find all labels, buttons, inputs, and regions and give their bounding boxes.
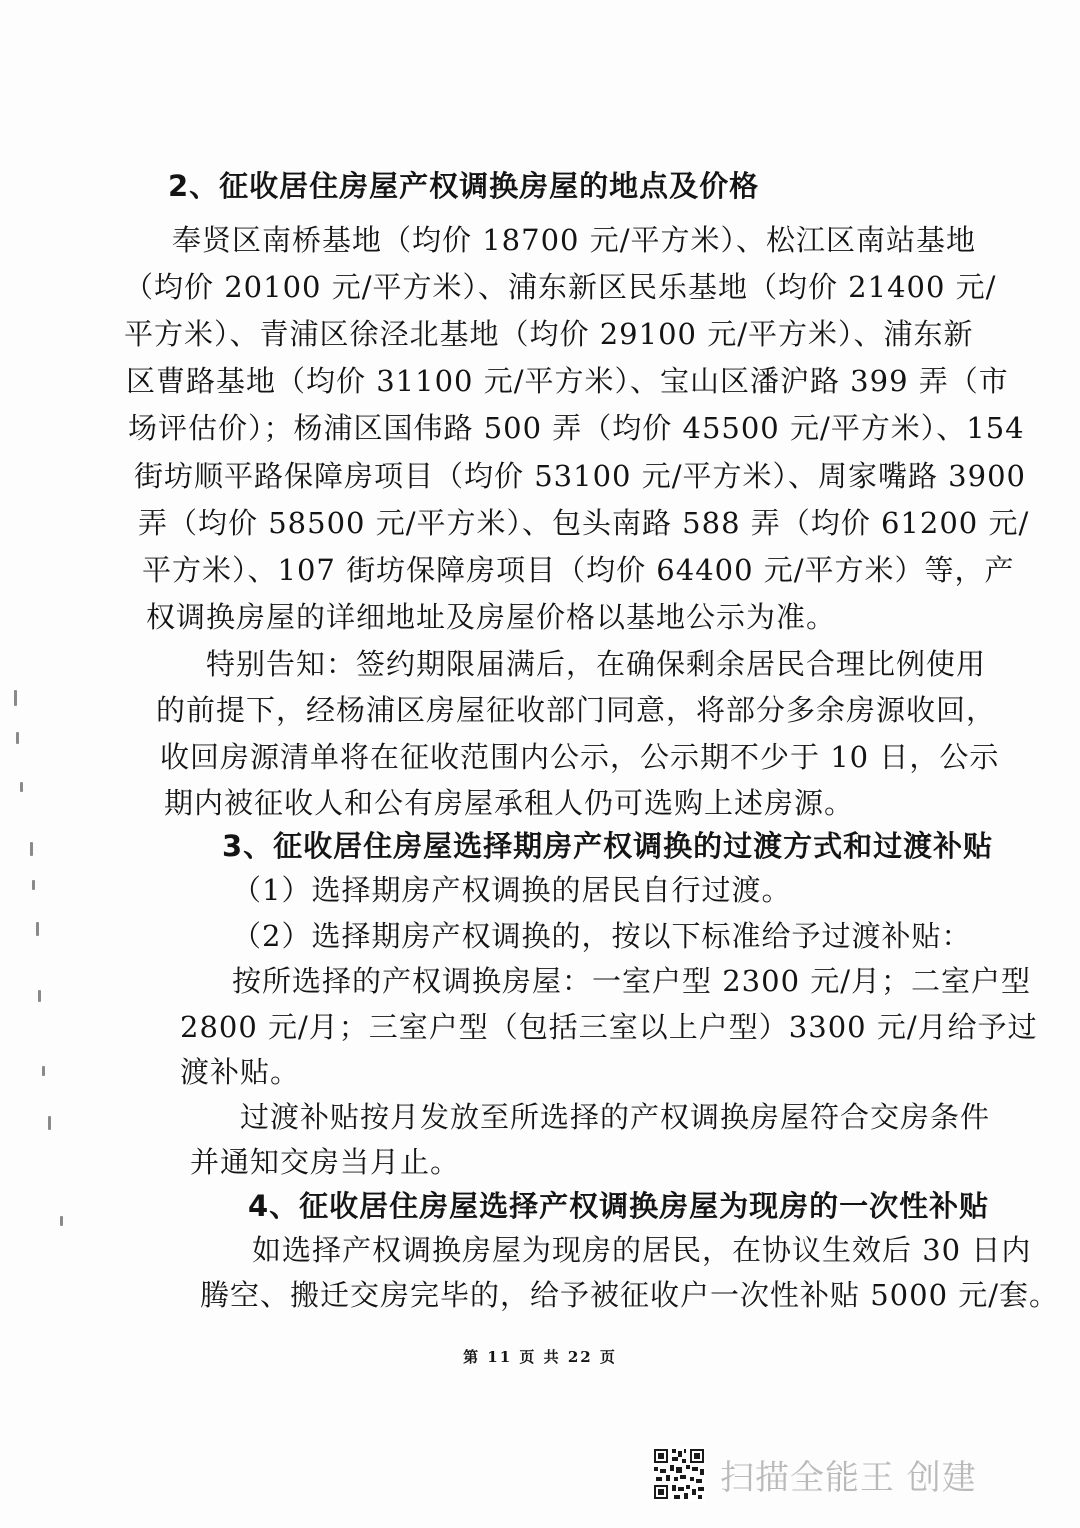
section-3-heading: 3、征收居住房屋选择期房产权调换的过渡方式和过渡补贴 <box>222 829 994 863</box>
section-3-item-2: （2）选择期房产权调换的，按以下标准给予过渡补贴： <box>232 919 972 953</box>
section-2-line: 街坊顺平路保障房项目（均价 53100 元/平方米）、周家嘴路 3900 <box>134 459 1026 493</box>
watermark-text: 扫描全能王 创建 <box>720 1457 977 1498</box>
scanner-watermark <box>652 1442 977 1506</box>
section-4-heading: 4、征收居住房屋选择产权调换房屋为现房的一次性补贴 <box>248 1189 990 1223</box>
payment-line: 并通知交房当月止。 <box>190 1145 461 1179</box>
standard-line: 渡补贴。 <box>180 1055 301 1089</box>
notice-line: 收回房源清单将在征收范围内公示，公示期不少于 10 日，公示 <box>160 740 1000 774</box>
section-4-line: 腾空、搬迁交房完毕的，给予被征收户一次性补贴 5000 元/套。 <box>200 1278 1060 1312</box>
section-2-heading: 2、征收居住房屋产权调换房屋的地点及价格 <box>168 169 760 203</box>
standard-line: 2800 元/月；三室户型（包括三室以上户型）3300 元/月给予过 <box>180 1010 1038 1044</box>
notice-line: 期内被征收人和公有房屋承租人仍可选购上述房源。 <box>164 786 855 820</box>
section-2-line: 平方米）、青浦区徐泾北基地（均价 29100 元/平方米）、浦东新 <box>124 317 974 351</box>
standard-line: 按所选择的产权调换房屋：一室户型 2300 元/月；二室户型 <box>232 964 1032 998</box>
section-3-item-1: （1）选择期房产权调换的居民自行过渡。 <box>232 873 792 907</box>
payment-line: 过渡补贴按月发放至所选择的产权调换房屋符合交房条件 <box>240 1100 991 1134</box>
section-4-line: 如选择产权调换房屋为现房的居民，在协议生效后 30 日内 <box>252 1233 1032 1267</box>
page-number: 第 11 页 共 22 页 <box>463 1348 617 1366</box>
section-2-line: 弄（均价 58500 元/平方米）、包头南路 588 弄（均价 61200 元/ <box>138 506 1030 540</box>
section-2-line: 奉贤区南桥基地（均价 18700 元/平方米）、松江区南站基地 <box>172 223 976 257</box>
section-2-line: 平方米）、107 街坊保障房项目（均价 64400 元/平方米）等，产 <box>142 553 1015 587</box>
section-2-line: 权调换房屋的详细地址及房屋价格以基地公示为准。 <box>146 600 837 634</box>
qr-code-icon <box>652 1447 706 1501</box>
notice-line: 特别告知：签约期限届满后，在确保剩余居民合理比例使用 <box>206 647 987 681</box>
section-2-line: 场评估价）；杨浦区国伟路 500 弄（均价 45500 元/平方米）、154 <box>128 411 1025 445</box>
notice-line: 的前提下，经杨浦区房屋征收部门同意，将部分多余房源收回， <box>156 693 997 727</box>
section-2-line: 区曹路基地（均价 31100 元/平方米）、宝山区潘沪路 399 弄（市 <box>126 364 1009 398</box>
section-2-line: （均价 20100 元/平方米）、浦东新区民乐基地（均价 21400 元/ <box>124 270 997 304</box>
